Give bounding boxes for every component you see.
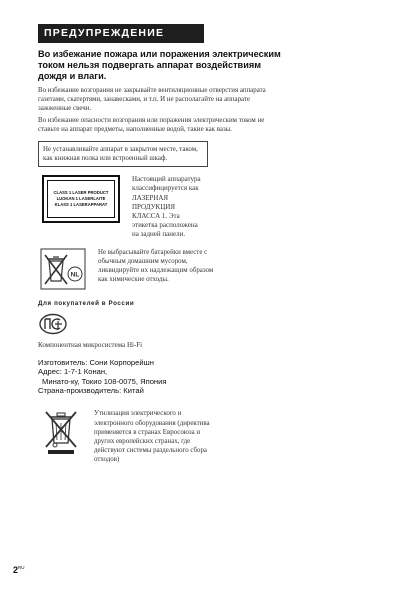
section-title: ПРЕДУПРЕЖДЕНИЕ: [44, 27, 165, 39]
laser-description: Настоящий аппаратура классифицируется как ЛАЗЕРНАЯ ПРОДУКЦИЯ КЛАССА 1. Эта этикетка расположена на задней панели.: [132, 175, 201, 239]
manufacturer-info: [38, 358, 282, 396]
page-content: [38, 24, 282, 465]
laser-label-line: KLASS 1 LASERAPPARAT: [54, 202, 108, 208]
page-number: [13, 565, 25, 575]
page-language: RU: [18, 565, 25, 570]
laser-label-line: LUOKAN 1 LASERLAITE: [56, 196, 106, 202]
warning-headline: Во избежание пожара или поражения электрическим током нельзя подвергать аппарат воздействиям дождя и влаги.: [38, 49, 281, 82]
battery-description: Не выбрасывайте батарейки вместе с обычным домашним мусором, ликвидируйте их надлежащим образом как химические отходы.: [98, 248, 214, 283]
manufacturer-line: Страна-производитель: Китай: [38, 385, 144, 395]
system-name: Компонентная микросистема Hi-Fi: [38, 340, 143, 349]
nl-badge-text: NL: [70, 271, 80, 279]
page-number-value: 2: [13, 565, 19, 575]
liquid-paragraph: Во избежание опасности возгорания или поражения электрическим током не ставьте на аппарат предметы, наполненные водой, такие как вазы.: [38, 116, 265, 133]
crossed-bin-icon: [42, 409, 80, 455]
weee-description: Утилизация электрического и электронного оборудования (директива применяется в странах Евросоюза и других европейских странах, где действуют системы раздельного сбора отходов): [94, 410, 210, 464]
manufacturer-line: Минато-ку, Токио 108-0075, Япония: [42, 376, 167, 386]
ventilation-paragraph: Во избежание возгорания не закрывайте вентиляционные отверстия аппарата газетами, скатертями, занавесками, и т.п. И не располагайте на аппарате зажженные свечи.: [38, 86, 266, 112]
laser-section: [38, 175, 282, 239]
laser-label-line: CLASS 1 LASER PRODUCT: [53, 190, 109, 196]
russia-heading: Для покупателей в России: [38, 299, 135, 307]
placement-warning-box: Не устанавливайте аппарат в закрытом месте, таком, как книжная полка или встроенный шкаф.: [38, 141, 208, 167]
pct-certification-icon: [38, 313, 68, 335]
battery-section: [38, 248, 282, 290]
laser-class-label: [42, 175, 120, 223]
section-title-bar: [38, 24, 204, 43]
weee-section: [38, 409, 282, 464]
battery-disposal-icon: [40, 248, 86, 290]
manufacturer-line: Адрес: 1-7-1 Конан,: [38, 367, 108, 377]
manufacturer-line: Изготовитель: Сони Корпорейшн: [38, 357, 154, 367]
